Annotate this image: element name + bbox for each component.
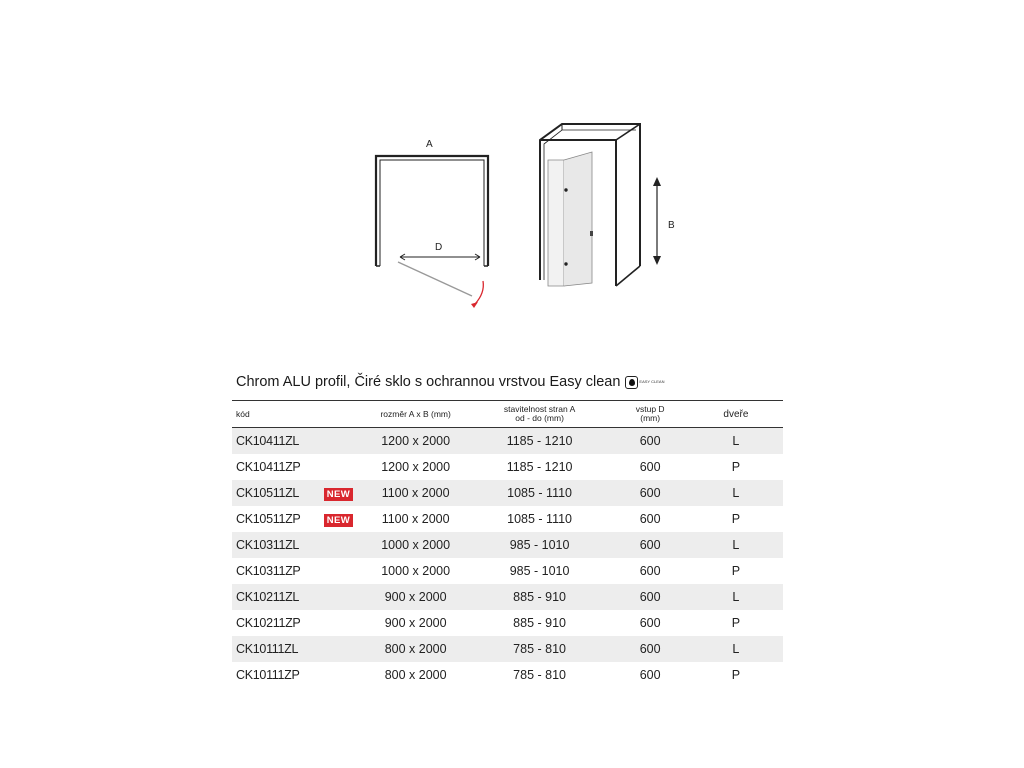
cell-range: 1085 - 1110 (468, 480, 612, 506)
header-door: dveře (689, 401, 783, 428)
cell-door: L (689, 532, 783, 558)
label-a: A (426, 139, 433, 150)
cell-size: 1100 x 2000 (364, 480, 468, 506)
table-row (232, 480, 783, 506)
cell-new-badge (324, 584, 364, 610)
header-code: kód (232, 401, 324, 428)
header-range (468, 401, 612, 428)
cell-code: CK10511ZL (232, 480, 324, 506)
cell-range: 1185 - 1210 (468, 428, 612, 455)
cell-door: L (689, 636, 783, 662)
cell-door: L (689, 584, 783, 610)
new-badge: NEW (324, 514, 353, 527)
cell-new-badge (324, 610, 364, 636)
easy-clean-badge-text: EASY CLEAN (639, 379, 665, 384)
cell-range: 885 - 910 (513, 616, 566, 630)
cell-range: 985 - 1010 (468, 532, 612, 558)
cell-door: P (731, 668, 741, 682)
header-spacer (324, 401, 364, 428)
cell-new-badge (324, 558, 364, 584)
cell-code: CK10111ZP (236, 668, 300, 682)
cell-code: CK10311ZP (236, 564, 301, 578)
cell-vstup: 600 (611, 428, 688, 455)
cell-new-badge (324, 636, 364, 662)
easy-clean-badge (625, 376, 665, 389)
cell-door: P (731, 512, 741, 526)
product-table (232, 400, 783, 688)
cell-new-badge (324, 480, 364, 506)
cell-size: 1100 x 2000 (381, 512, 450, 526)
cell-door: L (689, 480, 783, 506)
cell-range: 885 - 910 (468, 584, 612, 610)
table-header-row (232, 401, 783, 428)
header-vstup-line2: (mm) (640, 413, 661, 423)
cell-vstup: 600 (611, 584, 688, 610)
cell-vstup: 600 (639, 512, 661, 526)
cell-new-badge (324, 532, 364, 558)
cell-door: P (731, 460, 741, 474)
perspective-view-drawing (540, 124, 640, 286)
cell-vstup: 600 (639, 616, 661, 630)
label-b: B (668, 220, 675, 231)
cell-vstup: 600 (611, 636, 688, 662)
header-vstup-line1: vstup D (635, 404, 665, 414)
shower-door-diagram (340, 118, 720, 323)
cell-code: CK10411ZL (232, 428, 324, 455)
cell-door: P (731, 564, 741, 578)
arrow-head-icon (471, 302, 478, 308)
cell-new-badge (324, 506, 364, 532)
cell-range: 1185 - 1210 (506, 460, 573, 474)
cell-code: CK10111ZL (232, 636, 324, 662)
cell-size: 900 x 2000 (384, 616, 447, 630)
height-dimension (653, 177, 661, 265)
cell-code: CK10211ZL (232, 584, 324, 610)
header-vstup (611, 401, 688, 428)
cell-size: 1200 x 2000 (364, 428, 468, 455)
label-d: D (435, 242, 443, 253)
cell-range: 985 - 1010 (509, 564, 570, 578)
cell-new-badge (324, 454, 364, 480)
cell-range: 785 - 810 (468, 636, 612, 662)
table-row (232, 584, 783, 610)
cell-size: 1200 x 2000 (381, 460, 451, 474)
header-range-line2: od - do (mm) (515, 413, 564, 423)
cell-size: 1000 x 2000 (364, 532, 468, 558)
cell-code: CK10511ZP (236, 512, 301, 526)
new-badge: NEW (324, 488, 353, 501)
cell-size: 800 x 2000 (364, 636, 468, 662)
table-row (232, 558, 783, 584)
cell-range: 1085 - 1110 (507, 512, 573, 526)
title-text: Chrom ALU profil, Čiré sklo s ochrannou vrstvou Easy clean (236, 374, 621, 390)
header-size: rozměr A x B (mm) (364, 401, 468, 428)
cell-vstup: 600 (639, 564, 661, 578)
top-view-drawing (376, 156, 488, 296)
cell-size: 1000 x 2000 (381, 564, 451, 578)
cell-new-badge (324, 428, 364, 455)
cell-vstup: 600 (611, 532, 688, 558)
cell-range: 785 - 810 (513, 668, 566, 682)
cell-code: CK10311ZL (232, 532, 324, 558)
table-row (232, 428, 783, 455)
cell-code: CK10411ZP (236, 460, 301, 474)
cell-new-badge (324, 662, 364, 688)
table-row (232, 454, 783, 480)
cell-size: 800 x 2000 (384, 668, 447, 682)
cell-vstup: 600 (639, 460, 661, 474)
cell-door: P (731, 616, 741, 630)
cell-door: L (689, 428, 783, 455)
swing-arrow-icon (475, 281, 483, 304)
table-row (232, 532, 783, 558)
cell-code: CK10211ZP (236, 616, 301, 630)
cell-vstup: 600 (611, 480, 688, 506)
table-row (232, 662, 783, 688)
product-title (236, 374, 665, 390)
header-range-line1: stavitelnost stran A (503, 404, 576, 414)
table-row (232, 506, 783, 532)
cell-vstup: 600 (639, 668, 661, 682)
water-drop-icon (625, 376, 638, 389)
cell-size: 900 x 2000 (364, 584, 468, 610)
table-row (232, 636, 783, 662)
table-row (232, 610, 783, 636)
